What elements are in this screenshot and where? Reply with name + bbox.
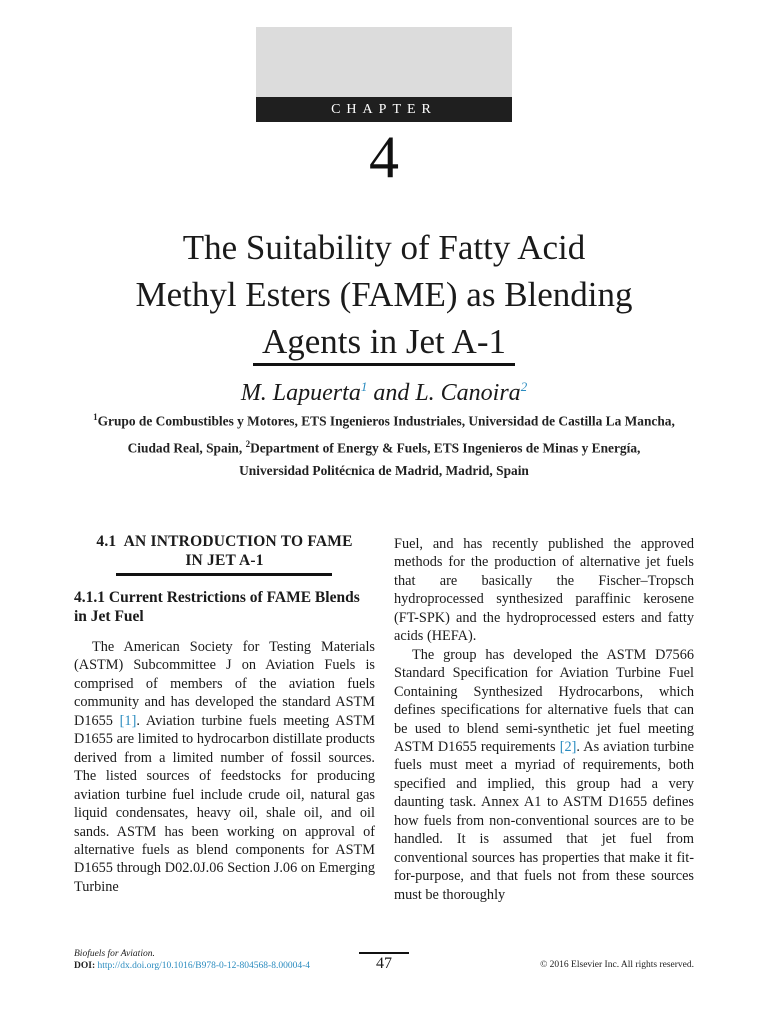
left-p1-text-b: . Aviation turbine fuels meeting ASTM D1655 are limited to hydrocarbon distillate products derived from a limited number of fossil sources. The listed sources of feedstocks for producing aviation turbine fuel include crude oil, natural gas liquid condensates, heavy oil, shale oil, and oil sands. ASTM has been working on approval of alternative fuels as blend components for ASTM D1655 through D02.0J.06 Section J.06 on Emerging Turbine xyxy=(74,712,375,895)
right-column xyxy=(394,535,694,904)
title-underline xyxy=(253,363,515,366)
affiliation-line-3 xyxy=(60,460,708,483)
section-heading-line-2: IN JET A-1 xyxy=(185,551,264,569)
chapter-banner xyxy=(256,27,512,122)
title-line-3: Agents in Jet A-1 xyxy=(261,322,506,361)
citation-link-1[interactable]: [1] xyxy=(119,712,137,729)
page-number: 47 xyxy=(376,955,392,972)
doi-label: DOI: xyxy=(74,961,96,971)
author-conjunction: and xyxy=(367,380,416,406)
author-1-affiliation-link[interactable]: 1 xyxy=(360,379,368,394)
page-number-rule xyxy=(359,952,409,954)
affiliation-line-2 xyxy=(60,433,708,460)
affiliation-1-location: Ciudad Real, Spain, xyxy=(127,440,246,456)
affiliation-2-text: Department of Energy & Fuels, ETS Ingenieros de Minas y Energía, xyxy=(250,440,641,456)
section-underline xyxy=(116,573,332,576)
affiliations xyxy=(60,406,708,482)
left-column xyxy=(74,533,375,896)
affiliation-line-1 xyxy=(60,406,708,433)
author-2: L. Canoira xyxy=(415,380,521,406)
right-paragraph-1: Fuel, and has recently published the approved methods for the production of alternative jet fuels that are basically the Fischer–Tropsch hydroprocessed synthesized paraffinic kerosene (FT-SPK) and the hydroprocessed esters and fatty acids (HEFA). xyxy=(394,536,694,645)
author-1: M. Lapuerta xyxy=(240,380,361,406)
right-p2-text-a: The group has developed the ASTM D7566 Standard Specification for Aviation Turbine Fuel Containing Synthesized Hydrocarbons, which defines specifications for alternative fuels that can be used to blend semi-synthetic jet fuel meeting ASTM D1655 requirements xyxy=(394,646,694,755)
title-line-1: The Suitability of Fatty Acid xyxy=(182,228,586,267)
footer-source xyxy=(74,948,310,972)
right-p2-text-b: . As aviation turbine fuels must meet a myriad of requirements, both specified and implied, this group had a very daunting task. Annex A1 to ASTM D1655 defines how fuels from non-conventional sources are to be handled. It is assumed that jet fuel from conventional sources has properties that make it fit-for-purpose, and that fuels not from these sources must be thoroughly xyxy=(394,738,694,903)
copyright-notice: © 2016 Elsevier Inc. All rights reserved. xyxy=(540,960,694,970)
affiliation-1-text: Grupo de Combustibles y Motores, ETS Ingenieros Industriales, Universidad de Castilla La Mancha, xyxy=(97,413,675,429)
book-title: Biofuels for Aviation. xyxy=(74,949,155,959)
left-paragraph-1 xyxy=(74,638,375,896)
section-heading-line-1: 4.1 AN INTRODUCTION TO FAME xyxy=(96,533,353,550)
chapter-title xyxy=(80,224,688,365)
author-line xyxy=(0,371,768,409)
subsection-heading: 4.1.1 Current Restrictions of FAME Blends in Jet Fuel xyxy=(74,589,360,625)
right-paragraph-2 xyxy=(394,646,694,904)
affiliation-2-location: Universidad Politécnica de Madrid, Madrid, Spain xyxy=(239,462,529,478)
title-line-2: Methyl Esters (FAME) as Blending xyxy=(135,275,633,314)
citation-link-2[interactable]: [2] xyxy=(559,738,577,755)
doi-link[interactable]: http://dx.doi.org/10.1016/B978-0-12-804568-8.00004-4 xyxy=(97,961,311,971)
section-heading xyxy=(74,533,375,570)
author-2-affiliation-link[interactable]: 2 xyxy=(520,379,528,394)
affiliation-2-marker: 2 xyxy=(245,438,251,449)
chapter-label: CHAPTER xyxy=(256,97,512,122)
affiliation-1-marker: 1 xyxy=(93,412,98,422)
chapter-number: 4 xyxy=(369,124,399,190)
left-p1-text-a: The American Society for Testing Materials (ASTM) Subcommittee J on Aviation Fuels is comprised of members of the aviation fuels community and has developed the standard ASTM D1655 xyxy=(74,639,375,729)
